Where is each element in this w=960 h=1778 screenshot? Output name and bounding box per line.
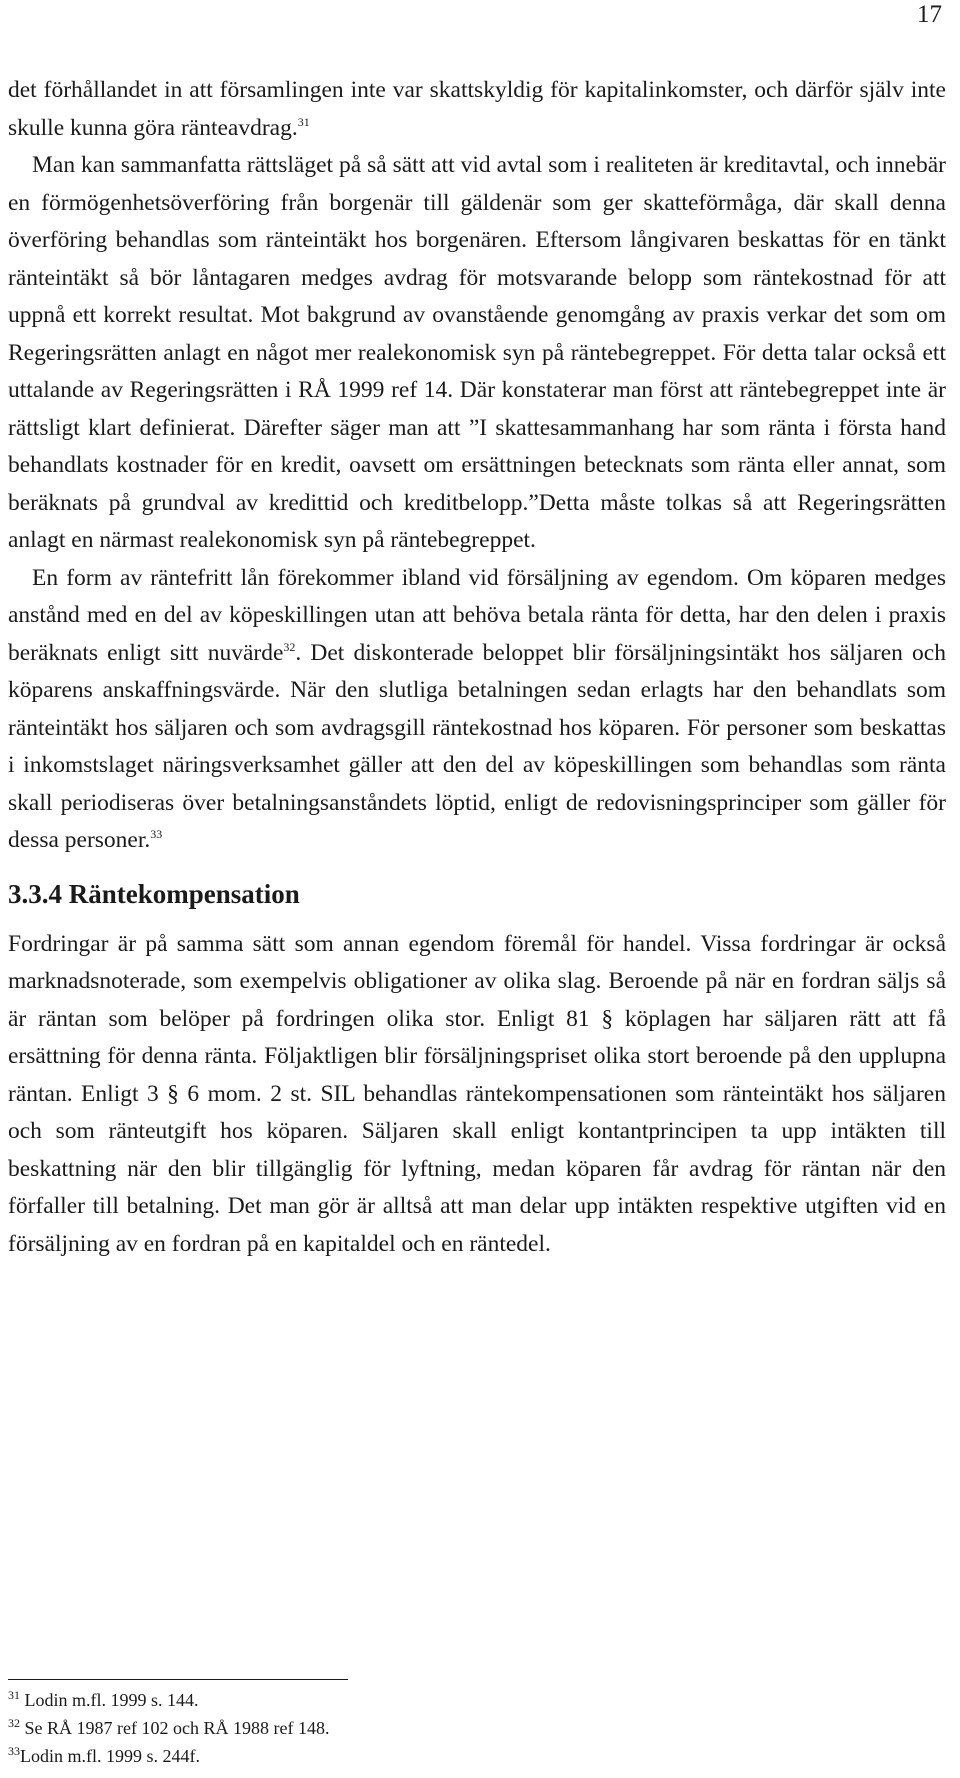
footnote-text: Se RÅ 1987 ref 102 och RÅ 1988 ref 148. <box>24 1718 330 1738</box>
footnote-ref-32: 32 <box>283 639 296 654</box>
page-body <box>8 72 946 1263</box>
paragraph-2: Man kan sammanfatta rättsläget på så sätt att vid avtal som i realiteten är kreditavtal, och innebär en förmögenhetsöverföring från borgenär till gäldenär som ger skatteförmåga, där skall denna överföring behandlas som ränteintäkt hos borgenären. Eftersom långivaren beskattas för en tänkt ränteintäkt så bör låntagaren medges avdrag för motsvarande belopp som räntekostnad för att uppnå ett korrekt resultat. Mot bakgrund av ovanstående genomgång av praxis verkar det som om Regeringsrätten anlagt en något mer realekonomisk syn på räntebegreppet. För detta talar också ett uttalande av Regeringsrätten i RÅ 1999 ref 14. Där konstaterar man först att räntebegreppet inte är rättsligt klart definierat. Därefter säger man att ”I skattesammanhang har som ränta i första hand behandlats kostnader för en kredit, oavsett om ersättningen betecknats som ränta eller annat, som beräknats på grundval av kredittid och kreditbelopp.”Detta måste tolkas så att Regeringsrätten anlagt en närmast realekonomisk syn på räntebegreppet. <box>8 152 946 553</box>
paragraph-1 <box>8 72 946 147</box>
footnote-number: 33 <box>8 1744 20 1758</box>
footnote-ref-31: 31 <box>297 114 310 129</box>
section-heading: 3.3.4 Räntekompensation <box>8 878 300 909</box>
footnote-text: Lodin m.fl. 1999 s. 144. <box>24 1690 199 1710</box>
page-number: 17 <box>917 1 942 28</box>
paragraph-3-text-a: En form av räntefritt lån förekommer ibland vid försäljning av egendom. Om köparen medges anstånd med en del av köpeskillingen utan att behöva betala ränta för detta, har den delen i praxis beräknats enligt sitt nuvärde <box>8 564 946 666</box>
footnote-ref-33: 33 <box>150 827 163 841</box>
footnote-text: Lodin m.fl. 1999 s. 244f. <box>20 1746 200 1766</box>
footnotes <box>8 1679 946 1770</box>
footnote-31 <box>8 1686 946 1714</box>
footnote-32 <box>8 1714 946 1742</box>
footnote-divider <box>8 1679 348 1680</box>
paragraph-3 <box>8 560 946 860</box>
paragraph-1-text: det förhållandet in att församlingen inte var skattskyldig för kapitalinkomster, och därför själv inte skulle kunna göra ränteavdrag. <box>8 77 946 141</box>
section-body: Fordringar är på samma sätt som annan egendom föremål för handel. Vissa fordringar är också marknadsnoterade, som exempelvis obligationer av olika slag. Beroende på när en fordran säljs så är räntan som belöper på fordringen olika stor. Enligt 81 § köplagen har säljaren rätt att få ersättning för denna ränta. Följaktligen blir försäljningspriset olika stort beroende på den upplupna räntan. Enligt 3 § 6 mom. 2 st. SIL behandlas räntekompensationen som ränteintäkt hos säljaren och som ränteutgift hos köparen. Säljaren skall enligt kontantprincipen ta upp intäkten till beskattning när den blir tillgänglig för lyftning, medan köparen får avdrag för räntan när den förfaller till betalning. Det man gör är alltså att man delar upp intäkten respektive utgiften vid en försäljning av en fordran på en kapitaldel och en räntedel. <box>8 930 946 1257</box>
footnote-33 <box>8 1742 946 1770</box>
footnote-number: 32 <box>8 1716 20 1730</box>
paragraph-3-text-b: . Det diskonterade beloppet blir försäljningsintäkt hos säljaren och köparens anskaffningsvärde. När den slutliga betalningen sedan erlagts har den behandlats som ränteintäkt hos säljaren och som avdragsgill räntekostnad hos köparen. För personer som beskattas i inkomstslaget näringsverksamhet gäller att den del av köpeskillingen som behandlas som ränta skall periodiseras över betalningsanståndets löptid, enligt de redovisningsprinciper som gäller för dessa personer. <box>8 639 946 853</box>
footnote-number: 31 <box>8 1688 20 1702</box>
